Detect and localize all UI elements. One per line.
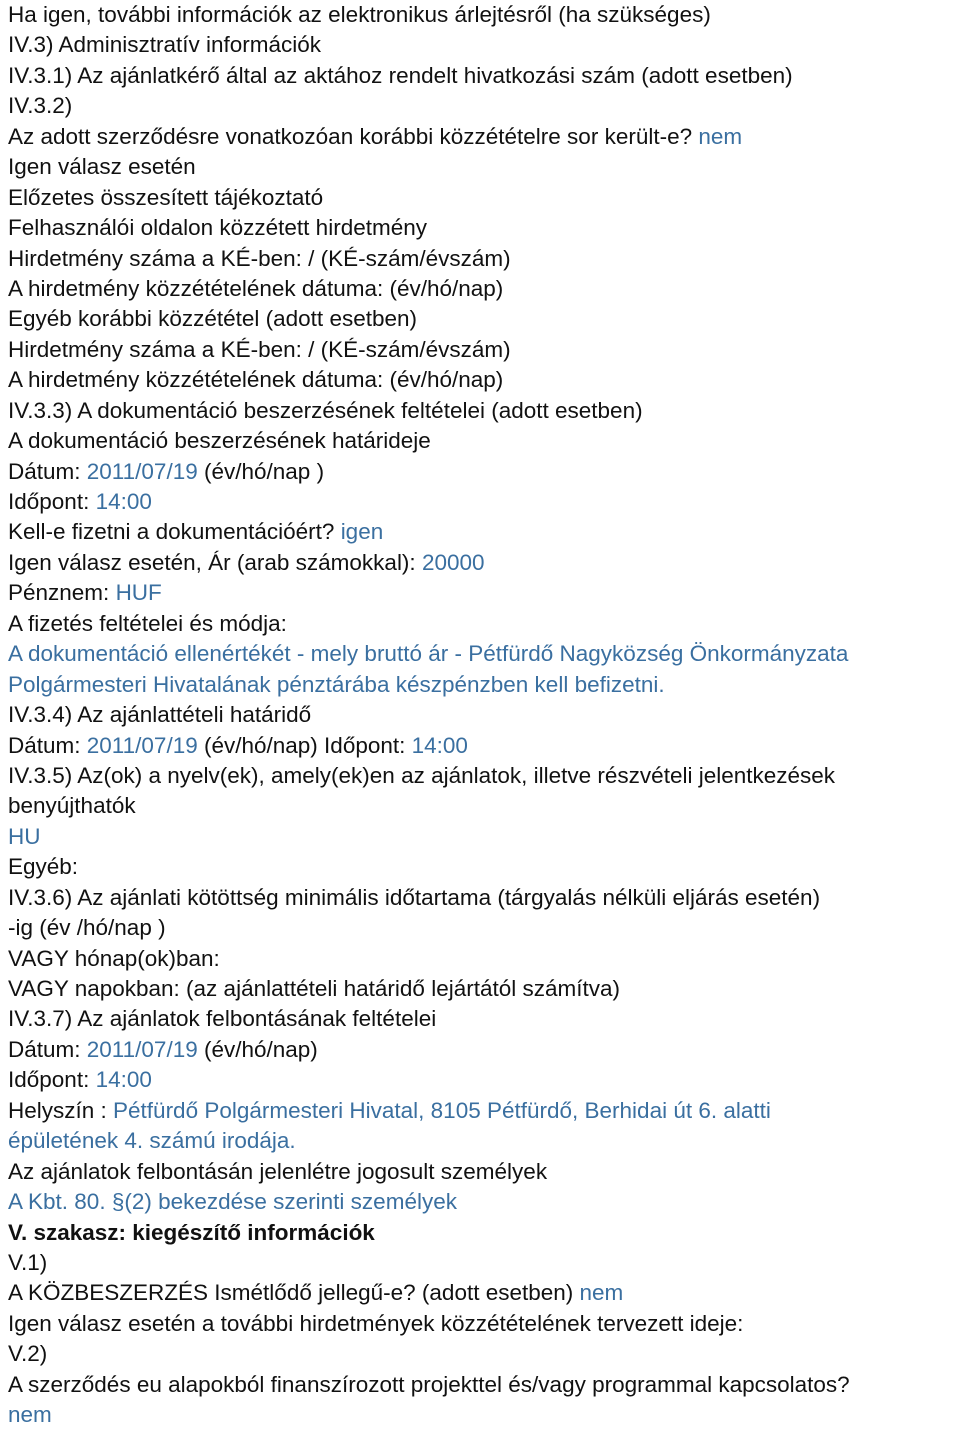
doc-line [8,457,960,487]
doc-line [8,883,960,913]
doc-line [8,1187,960,1217]
label: Dátum: [8,1036,87,1062]
doc-line [8,1309,960,1339]
label: Igen válasz esetén a további hirdetmények közzétételének tervezett ideje: [8,1310,744,1336]
doc-line [8,1400,960,1430]
label: Felhasználói oldalon közzétett hirdetmény [8,215,427,241]
label: A szerződés eu alapokból finanszírozott projekttel és/vagy programmal kapcsolatos? [8,1371,850,1397]
label: Hirdetmény száma a KÉ-ben: / (KÉ-szám/évszám) [8,336,511,362]
doc-line [8,1096,960,1126]
date-value: 2011/07/19 [86,458,198,484]
doc-line [8,274,960,304]
doc-line [8,1248,960,1278]
currency-value: HUF [115,580,162,606]
label: V. szakasz: kiegészítő információk [8,1219,375,1245]
doc-line [8,578,960,608]
doc-line [8,1339,960,1369]
date-value: 2011/07/19 [86,732,198,758]
label: Kell-e fizetni a dokumentációért? [8,519,341,545]
doc-line [8,609,960,639]
doc-line [8,670,960,700]
time-value: 14:00 [95,489,152,514]
doc-line [8,304,960,334]
doc-line [8,1126,960,1156]
doc-line [8,700,960,730]
doc-line [8,548,960,578]
document-page [8,0,960,1431]
price-value: 20000 [421,549,485,575]
label: VAGY napokban: (az ajánlattételi határidő lejártától számítva) [8,976,621,1001]
doc-line [8,183,960,213]
label: V.2) [8,1341,48,1367]
doc-line [8,944,960,974]
label: Hirdetmény száma a KÉ-ben: / (KÉ-szám/évszám) [8,245,511,271]
doc-line [8,761,960,791]
field-value: nem [579,1280,624,1306]
field-value: A dokumentáció ellenértékét - mely bruttó ár - Pétfürdő Nagyközség Önkormányzata [8,641,849,667]
label: (év/hó/nap) [197,1036,318,1062]
doc-line [8,517,960,547]
location-value: épületének 4. számú irodája. [8,1128,296,1154]
field-value: A Kbt. 80. §(2) bekezdése szerinti személyek [8,1189,457,1215]
doc-line [8,487,960,517]
section-heading [8,1218,960,1248]
label: IV.3.4) Az ajánlattételi határidő [8,702,312,728]
doc-line [8,61,960,91]
label: Ha igen, további információk az elektronikus árlejtésről (ha szükséges) [8,2,711,27]
label: IV.3.1) Az ajánlatkérő által az aktához rendelt hivatkozási szám (adott esetben) [8,62,793,88]
doc-line [8,791,960,821]
doc-line [8,1157,960,1187]
label: Igen válasz esetén, Ár (arab számokkal): [8,549,422,575]
label: IV.3) Adminisztratív információk [8,32,322,58]
label: Az adott szerződésre vonatkozóan korábbi közzétételre sor került-e? [8,123,699,149]
doc-line [8,1065,960,1095]
label: A fizetés feltételei és módja: [8,610,287,636]
label: IV.3.3) A dokumentáció beszerzésének feltételei (adott esetben) [8,397,643,423]
label: Időpont: [8,489,96,514]
field-value: nem [8,1402,52,1428]
doc-line [8,335,960,365]
label: benyújthatók [8,793,136,819]
doc-line [8,122,960,152]
label: IV.3.5) Az(ok) a nyelv(ek), amely(ek)en az ajánlatok, illetve részvételi jelentkezések [8,762,836,788]
label: Az ajánlatok felbontásán jelenlétre jogosult személyek [8,1158,548,1184]
doc-line [8,0,960,30]
doc-line [8,1370,960,1400]
field-value: nem [698,123,743,149]
label: A hirdetmény közzétételének dátuma: (év/hó/nap) [8,275,504,301]
label: Helyszín : [8,1097,114,1123]
doc-line [8,426,960,456]
label: Egyéb: [8,854,79,880]
doc-line [8,731,960,761]
field-value: igen [340,519,384,545]
doc-line [8,152,960,182]
label: A hirdetmény közzétételének dátuma: (év/hó/nap) [8,367,504,393]
label: -ig (év /hó/nap ) [8,915,166,941]
doc-line [8,91,960,121]
label: Dátum: [8,732,87,758]
label: A dokumentáció beszerzésének határideje [8,428,431,454]
doc-line [8,244,960,274]
doc-line [8,852,960,882]
doc-line [8,1278,960,1308]
section-heading [8,30,960,60]
doc-line [8,213,960,243]
label: Dátum: [8,458,87,484]
language-value: HU [8,823,41,849]
label: (év/hó/nap ) [197,458,325,484]
doc-line [8,822,960,852]
label: Egyéb korábbi közzététel (adott esetben) [8,306,417,332]
doc-line [8,1035,960,1065]
label: V.1) [8,1249,48,1275]
label: Előzetes összesített tájékoztató [8,184,324,210]
doc-line [8,639,960,669]
label: A KÖZBESZERZÉS Ismétlődő jellegű-e? (adott esetben) [8,1280,580,1306]
time-value: 14:00 [95,1067,152,1093]
label: Igen válasz esetén [8,154,196,180]
date-value: 2011/07/19 [86,1036,198,1062]
doc-line [8,1004,960,1034]
label: IV.3.2) [8,93,73,119]
label: IV.3.6) Az ajánlati kötöttség minimális időtartama (tárgyalás nélküli eljárás esetén) [8,884,821,910]
doc-line [8,365,960,395]
label: VAGY hónap(ok)ban: [8,945,220,971]
field-value: Polgármesteri Hivatalának pénztárába készpénzben kell befizetni. [8,671,665,697]
label: Pénznem: [8,580,116,606]
label: (év/hó/nap) Időpont: [197,732,412,758]
time-value: 14:00 [411,732,468,758]
label: Időpont: [8,1067,96,1093]
label: IV.3.7) Az ajánlatok felbontásának feltételei [8,1006,437,1032]
doc-line [8,974,960,1004]
doc-line [8,396,960,426]
doc-line [8,913,960,943]
location-value: Pétfürdő Polgármesteri Hivatal, 8105 Pétfürdő, Berhidai út 6. alatti [113,1097,771,1123]
